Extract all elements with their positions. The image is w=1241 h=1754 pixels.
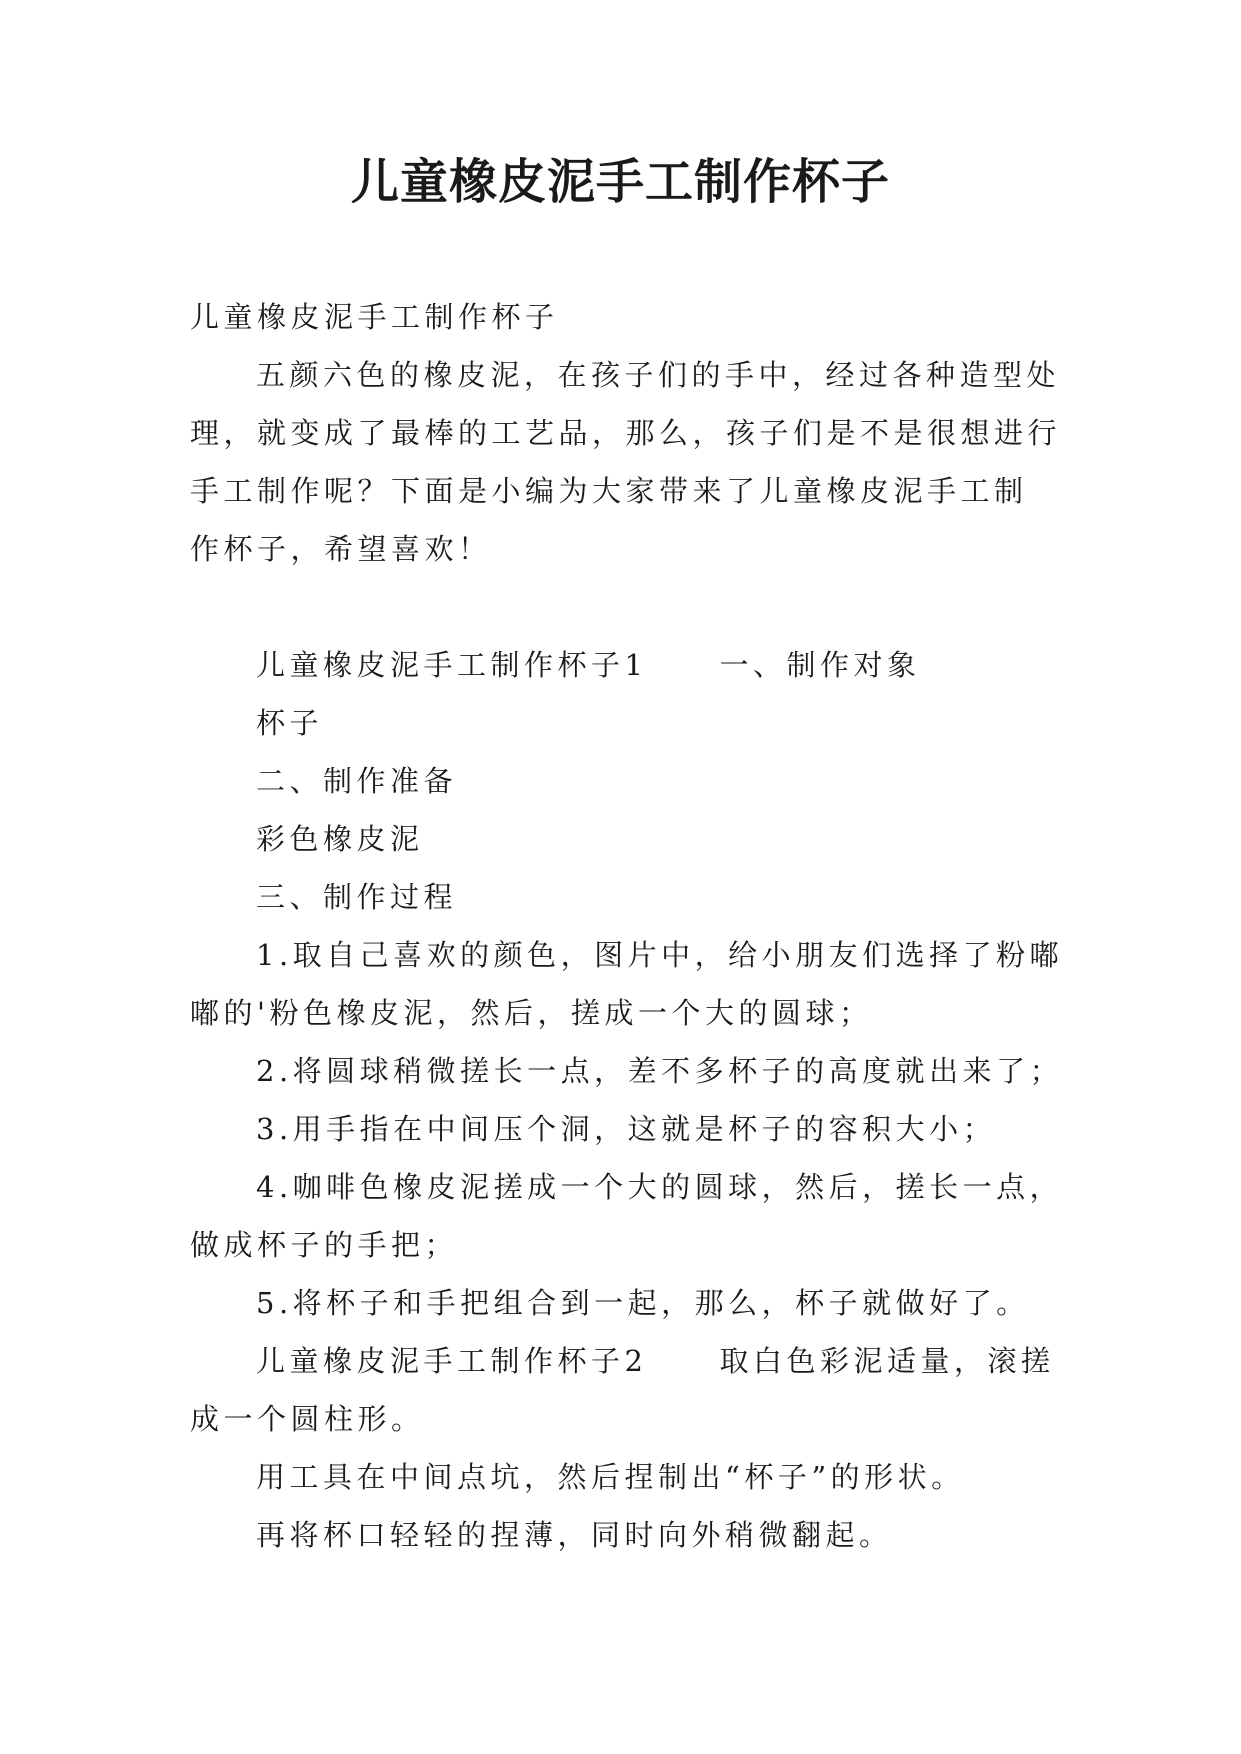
subheading-line: 二、制作准备 [256, 764, 458, 798]
step-line: 3.用手指在中间压个洞，这就是杯子的容积大小； [256, 1112, 997, 1146]
paragraph-line: 手工制作呢？下面是小编为大家带来了儿童橡皮泥手工制 [190, 474, 1028, 508]
paragraph-spacer [190, 578, 1070, 636]
document-title: 儿童橡皮泥手工制作杯子 [350, 154, 890, 210]
paragraph-line: 五颜六色的橡皮泥，在孩子们的手中，经过各种造型处 [256, 358, 1061, 392]
section-heading-line [190, 636, 1070, 694]
step-line: 做成杯子的手把； [190, 1228, 459, 1262]
step-line: 1.取自己喜欢的颜色，图片中，给小朋友们选择了粉嘟 [256, 938, 1064, 972]
section-heading-2: 儿童橡皮泥手工制作杯子2 [256, 1344, 648, 1378]
step-line: 2.将圆球稍微搓长一点，差不多杯子的高度就出来了； [256, 1054, 1064, 1088]
section-heading-line [190, 1332, 1070, 1390]
paragraph-text: 取白色彩泥适量，滚搓 [719, 1344, 1055, 1378]
paragraph-line: 用工具在中间点坑，然后捏制出“杯子”的形状。 [256, 1460, 965, 1494]
paragraph-line: 成一个圆柱形。 [190, 1402, 425, 1436]
paragraph-line: 彩色橡皮泥 [256, 822, 424, 856]
step-line: 5.将杯子和手把组合到一起，那么，杯子就做好了。 [256, 1286, 1030, 1320]
paragraph-line: 再将杯口轻轻的捏薄，同时向外稍微翻起。 [256, 1518, 893, 1552]
paragraph-line: 杯子 [256, 706, 324, 740]
document-body [190, 288, 1070, 1564]
subtitle-line: 儿童橡皮泥手工制作杯子 [190, 300, 559, 334]
subheading-line: 三、制作过程 [256, 880, 458, 914]
subheading-object: 一、制作对象 [719, 648, 921, 682]
section-heading-1: 儿童橡皮泥手工制作杯子1 [256, 648, 648, 682]
step-line: 嘟的'粉色橡皮泥，然后，搓成一个大的圆球； [190, 996, 873, 1030]
paragraph-line: 理，就变成了最棒的工艺品，那么，孩子们是不是很想进行 [190, 416, 1062, 450]
paragraph-line: 作杯子，希望喜欢！ [190, 532, 492, 566]
step-line: 4.咖啡色橡皮泥搓成一个大的圆球，然后，搓长一点， [256, 1170, 1064, 1204]
